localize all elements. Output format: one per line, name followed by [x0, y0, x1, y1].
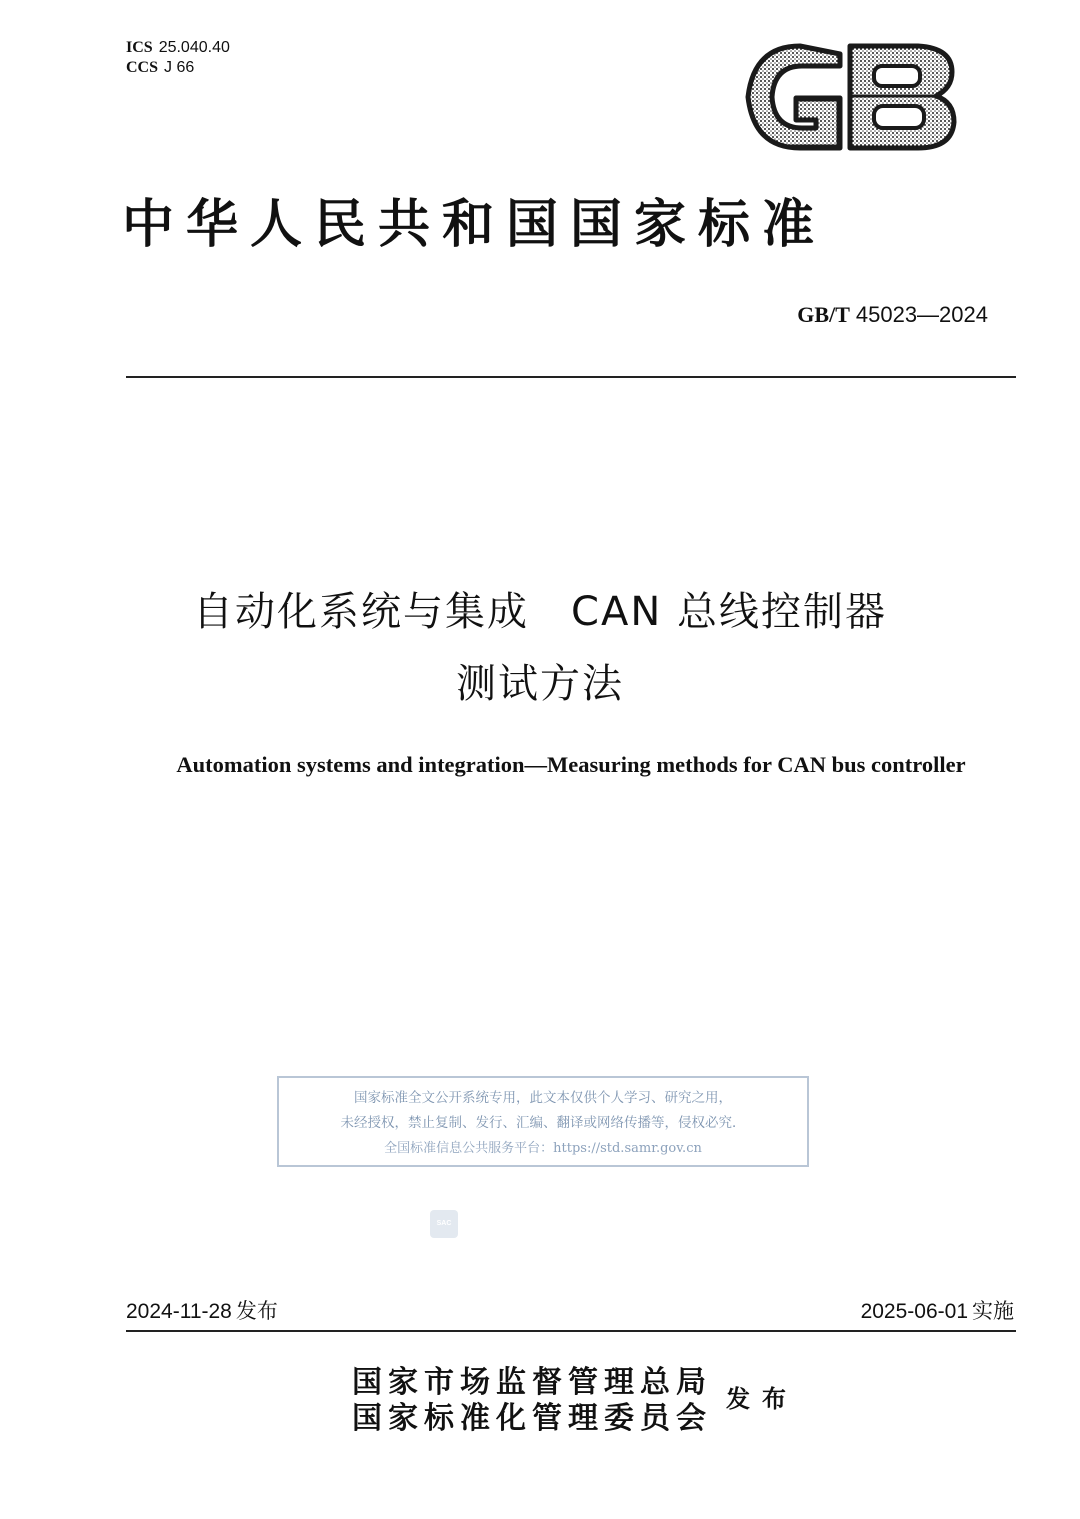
issue-date	[126, 1296, 278, 1327]
notice-line-1: 国家标准全文公开系统专用，此文本仅供个人学习、研究之用，	[354, 1090, 732, 1106]
notice-line-2: 未经授权，禁止复制、发行、汇编、翻译或网络传播等，侵权必究．	[340, 1115, 746, 1131]
ics-code	[126, 38, 230, 58]
ics-label: ICS	[126, 39, 153, 56]
english-title: Automation systems and integration—Measuring methods for CAN bus controller	[176, 752, 966, 777]
gb-logo-icon	[740, 40, 960, 154]
issue-date-value: 2024-11-28	[126, 1300, 232, 1323]
effective-date-label: 实施	[972, 1299, 1014, 1323]
notice-line-3: 全国标准信息公共服务平台：https://std.samr.gov.cn	[384, 1141, 702, 1156]
ics-value: 25.040.40	[158, 39, 230, 56]
main-title: 中华人民共和国国家标准	[122, 195, 827, 255]
issue-date-label: 发布	[235, 1299, 278, 1323]
effective-date	[760, 1296, 1014, 1327]
ccs-value: J 66	[164, 59, 195, 76]
effective-date-value: 2025-06-01	[860, 1300, 968, 1323]
copyright-notice-box	[277, 1076, 809, 1167]
ccs-label: CCS	[126, 59, 159, 76]
issuer-sac: 国家标准化管理委员会	[352, 1401, 712, 1436]
standard-number	[600, 300, 988, 331]
publish-label: 发布	[726, 1384, 798, 1413]
samr-watermark-icon: SAC	[430, 1210, 458, 1238]
bottom-divider	[126, 1330, 1016, 1332]
ccs-code	[126, 58, 230, 78]
standard-code: 45023—2024	[855, 302, 988, 327]
chinese-title-line-1: 自动化系统与集成 CAN 总线控制器	[193, 589, 887, 635]
top-divider	[126, 376, 1016, 378]
issuer-samr: 国家市场监督管理总局	[352, 1365, 712, 1400]
standard-prefix: GB/T	[797, 302, 850, 327]
chinese-title-line-2: 测试方法	[456, 661, 624, 707]
classification-codes	[126, 38, 230, 78]
